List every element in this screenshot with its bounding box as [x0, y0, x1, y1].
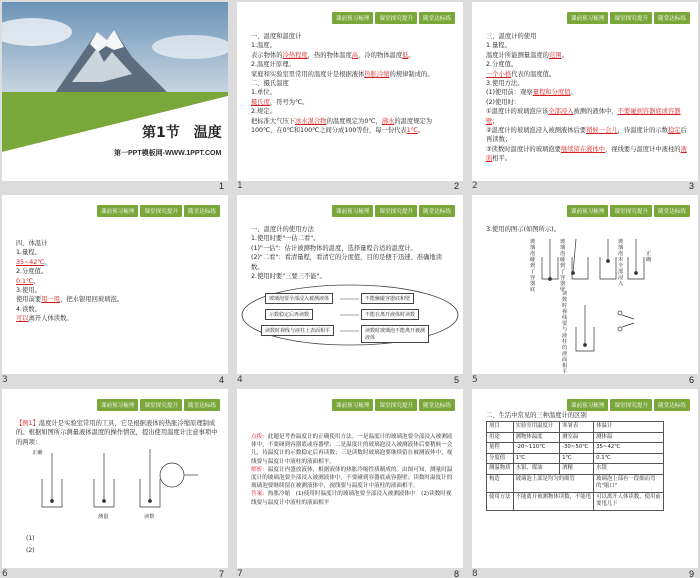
tab-explore[interactable]: 课堂探究提升: [610, 399, 652, 411]
table-row: 项目 实验室用温度计 寒暑表 体温计: [487, 422, 664, 433]
slide-mark-8: 7: [237, 569, 243, 578]
label-wall: 玻璃泡碰到了容器壁: [560, 239, 566, 293]
fig-label-measure: 测量: [98, 514, 109, 520]
tab-practice[interactable]: 随堂达标练: [654, 205, 690, 217]
flow-right-2: 不能在离开液体时读数: [361, 309, 419, 320]
slide-number-4: 4: [219, 375, 225, 385]
tab-practice[interactable]: 随堂达标练: [419, 399, 455, 411]
slide-2[interactable]: [237, 2, 463, 181]
tab-explore[interactable]: 课堂探究提升: [375, 399, 417, 411]
tab-explore[interactable]: 课堂探究提升: [375, 12, 417, 24]
tab-bar: [97, 205, 220, 217]
table-row: 测温物质 水银、煤油 酒精 水银: [487, 464, 664, 475]
tab-preview[interactable]: 课前预习梳理: [567, 399, 609, 411]
slide-7-question: 【例1】温度计是实验室常用的工具，它是根据液体的热胀冷缩原理制成的。根据如图所示测量液体温度的操作情况，提出使用温度计注意事项中的两项：: [16, 420, 218, 446]
flow-right-3: 读数时玻璃泡不能离开被测液体: [361, 325, 429, 343]
slide-number-1: 1: [219, 181, 225, 191]
tab-preview[interactable]: 课前预习梳理: [332, 205, 374, 217]
tab-explore[interactable]: 课堂探究提升: [610, 12, 652, 24]
tab-practice[interactable]: 随堂达标练: [654, 399, 690, 411]
tab-explore[interactable]: 课堂探究提升: [610, 205, 652, 217]
slide-9[interactable]: [472, 389, 698, 568]
label-reading: 读数时视线要与液柱的液面相平: [562, 291, 568, 374]
tab-preview[interactable]: 课前预习梳理: [332, 399, 374, 411]
thermometer-comparison-table: [486, 421, 664, 511]
slide-3-content: 三、温度计的使用 1.量程。 温度计所能测量温度的范围。 2.分度值。 一个小格代表的温度值。 3.使用方法。 (1)使用前：观察量程和分度值。 (2)使用时： ①温度计的玻璃泡应该全部浸入被测的液体中，不要碰到容器底或容器壁； ②温度计的玻璃泡浸入被测液体后要稍候一会儿，待温度计的示数稳定后再读数； ③读数时温度计的玻璃泡要继续留在液体中，视线要与温度计中液柱的液面相平。: [486, 33, 687, 163]
slide-title: 第1节 温度: [142, 125, 222, 141]
slide-mark-7: 6: [2, 569, 8, 578]
slide-mark-3: 2: [472, 181, 478, 191]
slide-number-7: 7: [219, 569, 225, 578]
slide-number-9: 9: [689, 569, 695, 578]
flow-left-1: 玻璃泡要全部浸入被测液体: [265, 293, 333, 304]
fig-label-read: 读数: [144, 514, 155, 520]
measurement-figure: [2, 389, 228, 568]
tab-practice[interactable]: 随堂达标练: [654, 12, 690, 24]
tab-practice[interactable]: 随堂达标练: [419, 12, 455, 24]
slide-number-5: 5: [454, 375, 460, 385]
tab-explore[interactable]: 课堂探究提升: [140, 205, 182, 217]
tab-practice[interactable]: 随堂达标练: [184, 205, 220, 217]
slide-5-content: 一、温度计的使用方法 1.使用时要"一估二看"。 (1)"一估"：估计被测物体的温度，选择量程合适的温度计。 (2)"二看"：看清量程，看清它的分度值，目的是便于迅速、准确地读数。 2.使用时要"三要三不能"。: [251, 226, 443, 281]
tab-practice[interactable]: 随堂达标练: [419, 205, 455, 217]
answer-blank-2[interactable]: (2): [26, 547, 35, 554]
tab-bar: [332, 12, 455, 24]
flow-right-1: 不能触碰容器底和壁: [361, 293, 414, 304]
table-row: 构造 玻璃泡上部是均匀的细管 玻璃泡上部有一段细而弯的"缩口": [487, 474, 664, 492]
slide-number-2: 2: [454, 181, 460, 191]
slide-mark-4: 3: [2, 375, 8, 385]
slide-8-content: 点拨：此题是考查温度计的正确使用方法。一是温度计的玻璃泡要全部浸入被测液体中，不要碰到容器底或容器壁；二是温度计的玻璃泡浸入被测液体后要稍候一会儿，待温度计的示数稳定后再读数；三是读数时玻璃泡要继续留在被测液体中，视线要与温度计中液柱的液面相平。 解析：温度计内盛放液体，根据液体的热胀冷缩性质制成的。由图可知，测量时温度计的玻璃泡要全部浸入被测液体中，不要碰到容器底或容器壁；读数时温度计的玻璃泡要继续留在被测液体中，视线要与温度计中液柱的液面相平。 答案：热胀冷缩 (1)使用时温度计的玻璃泡要全部浸入被测液体中 (2)读数时视线要与温度计中液柱的液面相平: [251, 434, 453, 506]
tab-preview[interactable]: 课前预习梳理: [567, 12, 609, 24]
thermometer-diagram: [472, 195, 698, 374]
table-row: 使用方法 不能离开被测物体读数，不能甩 可以离开人体读数，使用前要甩几下: [487, 492, 664, 510]
flow-left-3: 读数时视线与液柱上表面相平: [261, 325, 334, 336]
slide-mark-2: 1: [237, 181, 243, 191]
slide-number-6: 6: [689, 375, 695, 385]
slide-number-8: 8: [454, 569, 460, 578]
label-bottom: 玻璃泡碰到了容器底: [530, 239, 536, 293]
slide-2-content: 一、温度和温度计 1.温度。 表示物体的冷热程度，热的物体温度高，冷的物体温度低。 2.温度计原理。 家庭和实验室里常用的温度计是根据液体热胀冷缩的规律制成的。 二、摄氏温度 1.单位。 摄氏度，符号为℃。 2.规定。 把标准大气压下冰水混合物的温度规定为0℃，沸水的温度规定为100℃，在0℃和100℃之间分成100等份，每一份代表1℃。: [251, 33, 434, 135]
slide-number-3: 3: [689, 181, 695, 191]
tab-preview[interactable]: 课前预习梳理: [97, 205, 139, 217]
table-row: 用途 测物体温度 测室温 测体温: [487, 432, 664, 443]
slide-mark-9: 8: [472, 569, 478, 578]
label-not-immersed: 玻璃泡未全部浸入: [618, 239, 624, 287]
slide-6[interactable]: [472, 195, 698, 374]
slide-3[interactable]: [472, 2, 698, 181]
slide-mark-5: 4: [237, 375, 243, 385]
slide-6-heading: 3.使用的图示(如图所示)。: [486, 226, 560, 233]
slide-8[interactable]: [237, 389, 463, 568]
tab-explore[interactable]: 课堂探究提升: [140, 399, 182, 411]
label-correct: 正确: [646, 251, 652, 263]
answer-blank-1[interactable]: (1): [26, 535, 35, 542]
table-row: 量程 -20~110℃ -30~50℃ 35~42℃: [487, 443, 664, 454]
slide-1[interactable]: [2, 2, 228, 181]
tab-explore[interactable]: 课堂探究提升: [375, 205, 417, 217]
tab-bar: [332, 399, 455, 411]
slide-7[interactable]: [2, 389, 228, 568]
tab-bar: [567, 12, 690, 24]
fig-label-correct: 正确: [32, 450, 43, 456]
tab-preview[interactable]: 课前预习梳理: [332, 12, 374, 24]
tab-preview[interactable]: 课前预习梳理: [567, 205, 609, 217]
slide-mark-6: 5: [472, 375, 478, 385]
slide-5[interactable]: [237, 195, 463, 374]
slide-subtitle: 第一PPT模板网-WWW.1PPT.COM: [114, 150, 222, 157]
flow-diagram-frame: [237, 195, 463, 374]
flow-left-2: 示数稳定后再读数: [265, 309, 313, 320]
table-row: 分度值 1℃ 1℃ 0.1℃: [487, 453, 664, 464]
slide-4-content: 四、体温计 1.量程。 35~42℃。 2.分度值。 0.1℃。 3.使用。 使用前要甩一甩，把水银甩回玻璃泡。 4.读数。 可以离开人体读数。: [16, 240, 124, 323]
tab-practice[interactable]: 随堂达标练: [184, 399, 220, 411]
tab-preview[interactable]: 课前预习梳理: [97, 399, 139, 411]
slide-4[interactable]: [2, 195, 228, 374]
slide-9-heading: 二、生活中常见的三种温度计的区别: [486, 412, 587, 419]
